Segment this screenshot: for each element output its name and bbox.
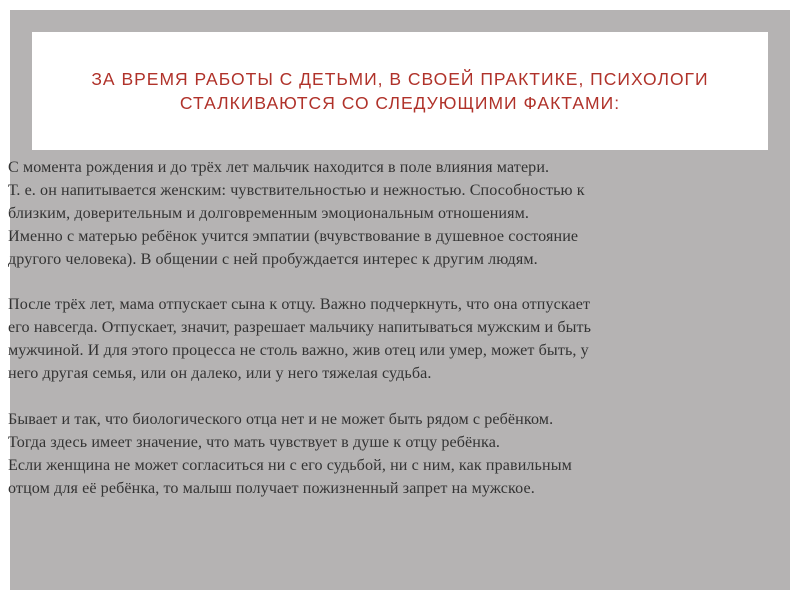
text-line: Если женщина не может согласиться ни с его судьбой, ни с ним, как правильным: [8, 456, 572, 474]
paragraph-after-three: [8, 294, 788, 386]
paragraph-early-childhood: [8, 157, 788, 272]
text-line: Именно с матерью ребёнок учится эмпатии (вчувствование в душевное состояние: [8, 227, 579, 245]
text-line: С момента рождения и до трёх лет мальчик находится в поле влияния матери.: [8, 159, 550, 176]
text-line: его навсегда. Отпускает, значит, разрешает мальчику напитываться мужским и быть: [8, 319, 592, 337]
text-line: Т. е. он напитывается женским: чувствительностью и нежностью. Способностью к: [8, 181, 585, 199]
text-line: близким, доверительным и долговременным эмоциональным отношениям.: [8, 204, 530, 222]
title-line: ЗА ВРЕМЯ РАБОТЫ С ДЕТЬМИ, В СВОЕЙ ПРАКТИКЕ, ПСИХОЛОГИ: [91, 69, 709, 89]
title-line: СТАЛКИВАЮТСЯ СО СЛЕДУЮЩИМИ ФАКТАМИ:: [179, 93, 621, 113]
text-line: мужчиной. И для этого процесса не столь важно, жив отец или умер, может быть, у: [8, 342, 589, 360]
text-line: отцом для её ребёнка, то малыш получает пожизненный запрет на мужское.: [8, 479, 535, 497]
text-line: другого человека). В общении с ней пробуждается интерес к другим людям.: [8, 250, 538, 268]
title-box: [32, 32, 768, 150]
text-line: После трёх лет, мама отпускает сына к отцу. Важно подчеркнуть, что она отпускает: [8, 296, 591, 314]
paragraph-absent-father: [8, 409, 788, 501]
text-line: него другая семья, или он далеко, или у него тяжелая судьба.: [8, 365, 432, 383]
text-line: Бывает и так, что биологического отца нет и не может быть рядом с ребёнком.: [8, 410, 554, 428]
text-line: Тогда здесь имеет значение, что мать чувствует в душе к отцу ребёнка.: [8, 433, 501, 451]
body-text: [8, 157, 788, 523]
slide-title: [91, 67, 708, 115]
